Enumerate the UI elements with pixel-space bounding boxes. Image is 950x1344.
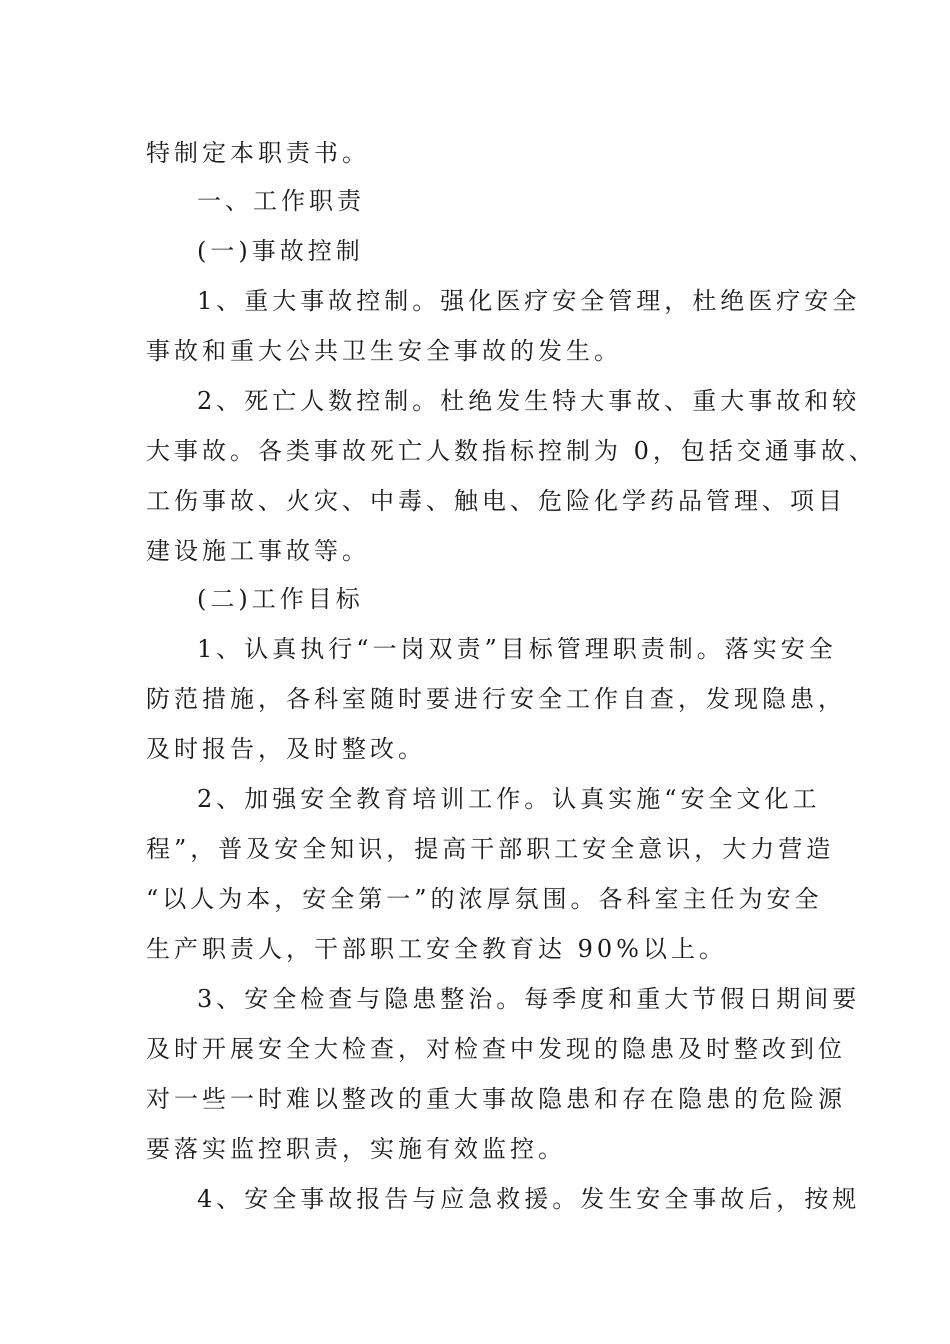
text-line: 2、死亡人数控制。杜绝发生特大事故、重大事故和较 (197, 387, 861, 415)
text-line: 工伤事故、火灾、中毒、触电、危险化学药品管理、项目 (146, 487, 846, 515)
text-line: 3、安全检查与隐患整治。每季度和重大节假日期间要 (197, 985, 861, 1013)
text-line: 及时报告，及时整改。 (146, 735, 426, 763)
text-line: 要落实监控职责，实施有效监控。 (146, 1135, 566, 1163)
subsection-heading: (一)事故控制 (197, 237, 364, 265)
text-line: 对一些一时难以整改的重大事故隐患和存在隐患的危险源 (146, 1085, 846, 1113)
text-line: 程”，普及安全知识，提高干部职工安全意识，大力营造 (146, 835, 835, 863)
text-line: “以人为本，安全第一”的浓厚氛围。各科室主任为安全 (146, 885, 823, 913)
text-line: 建设施工事故等。 (146, 537, 370, 565)
text-line: 4、安全事故报告与应急救援。发生安全事故后，按规 (197, 1185, 861, 1213)
text-line: 1、认真执行“一岗双责”目标管理职责制。落实安全 (197, 635, 837, 663)
text-line: 生产职责人，干部职工安全教育达 90%以上。 (146, 935, 727, 963)
text-line: 及时开展安全大检查，对检查中发现的隐患及时整改到位 (146, 1035, 846, 1063)
text-line: 大事故。各类事故死亡人数指标控制为 0，包括交通事故、 (146, 437, 877, 465)
section-heading: 一、工作职责 (197, 187, 365, 215)
subsection-heading: (二)工作目标 (197, 585, 364, 613)
text-line: 防范措施，各科室随时要进行安全工作自查，发现隐患， (146, 685, 846, 713)
text-line: 事故和重大公共卫生安全事故的发生。 (146, 337, 622, 365)
text-line: 2、加强安全教育培训工作。认真实施“安全文化工 (197, 785, 821, 813)
text-line: 特制定本职责书。 (146, 139, 370, 167)
text-line: 1、重大事故控制。强化医疗安全管理，杜绝医疗安全 (197, 287, 861, 315)
